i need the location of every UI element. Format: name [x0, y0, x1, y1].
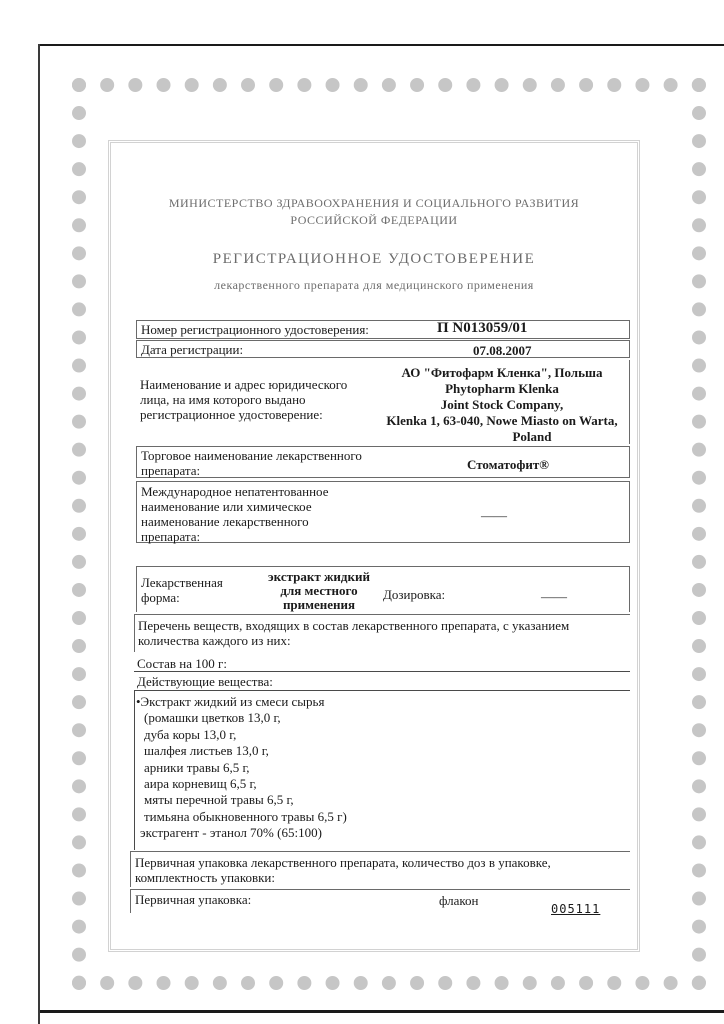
- holder-line-3: Joint Stock Company,: [440, 397, 564, 412]
- dosage-value: ——: [541, 589, 567, 604]
- inn-value: ——: [481, 508, 507, 523]
- holder-line-1: АО "Фитофарм Кленка", Польша: [401, 365, 603, 380]
- page-edge-top: [40, 44, 724, 46]
- serial-number: 005111: [551, 902, 601, 916]
- dosage-label: Дозировка:: [383, 587, 446, 602]
- reg-date-row: [136, 340, 630, 358]
- packaging-intro-row: [130, 851, 630, 887]
- composition-intro-row: [134, 614, 630, 652]
- page-edge-bottom: [40, 1010, 724, 1013]
- holder-value: [376, 365, 628, 445]
- divider: [134, 690, 630, 691]
- form-value-line-1: экстракт жидкий: [268, 569, 370, 584]
- active-item: тимьяна обыкновенного травы 6,5 г): [144, 808, 347, 824]
- form-label: Лекарственная форма:: [141, 575, 223, 605]
- actives-label: Действующие вещества:: [137, 674, 273, 689]
- composition-intro: Перечень веществ, входящих в состав лекарственного препарата, с указанием количества каждого из них:: [138, 618, 570, 648]
- active-item: аира корневищ 6,5 г,: [144, 776, 257, 792]
- active-item: (ромашки цветков 13,0 г,: [144, 710, 281, 726]
- form-value: [261, 570, 377, 612]
- active-item: шалфея листьев 13,0 г,: [144, 743, 269, 759]
- trade-name-label: Торговое наименование лекарственного препарата:: [141, 448, 362, 478]
- inn-label: Международное непатентованное наименование или химическое наименование лекарственного препарата:: [141, 484, 329, 544]
- trade-name-value: Стоматофит®: [467, 457, 549, 472]
- primary-pack-row: [130, 889, 630, 916]
- holder-line-2: Phytopharm Klenka: [445, 381, 559, 396]
- holder-label: Наименование и адрес юридического лица, на имя которого выдано регистрационное удостоверение:: [140, 377, 348, 422]
- active-item: •Экстракт жидкий из смеси сырья: [136, 694, 325, 709]
- country-line: РОССИЙСКОЙ ФЕДЕРАЦИИ: [290, 213, 458, 227]
- packaging-intro: Первичная упаковка лекарственного препарата, количество доз в упаковке, комплектность упаковки:: [135, 855, 551, 885]
- reg-number-label: Номер регистрационного удостоверения:: [141, 322, 369, 337]
- left-rule: [134, 690, 135, 850]
- reg-date-value: 07.08.2007: [473, 343, 532, 358]
- inn-row: [136, 481, 630, 543]
- reg-number-row: [136, 320, 630, 339]
- page-edge-left: [38, 44, 40, 1024]
- composition-basis: Состав на 100 г:: [137, 656, 227, 671]
- holder-line-4: Klenka 1, 63-040, Nowe Miasto on Warta,: [386, 413, 618, 428]
- reg-number-value: П N013059/01: [437, 320, 528, 336]
- document-title: РЕГИСТРАЦИОННОЕ УДОСТОВЕРЕНИЕ: [212, 251, 536, 267]
- holder-line-5: Poland: [512, 429, 552, 444]
- actives-list: [136, 694, 466, 842]
- active-item: дуба коры 13,0 г,: [144, 726, 237, 742]
- form-row: [136, 566, 630, 612]
- trade-name-row: [136, 446, 630, 478]
- holder-row: [136, 360, 630, 444]
- primary-pack-label: Первичная упаковка:: [135, 892, 252, 907]
- reg-date-label: Дата регистрации:: [141, 342, 244, 357]
- active-item: арники травы 6,5 г,: [144, 759, 250, 775]
- divider: [134, 671, 630, 672]
- document-subtitle: лекарственного препарата для медицинского применения: [214, 278, 534, 292]
- form-value-line-3: применения: [282, 597, 356, 612]
- primary-pack-value: флакон: [439, 893, 479, 908]
- ministry-line: МИНИСТЕРСТВО ЗДРАВООХРАНЕНИЯ И СОЦИАЛЬНОГО РАЗВИТИЯ: [168, 196, 580, 210]
- form-value-line-2: для местного: [280, 583, 358, 598]
- active-item: мяты перечной травы 6,5 г,: [144, 792, 294, 808]
- active-item: экстрагент - этанол 70% (65:100): [140, 825, 322, 841]
